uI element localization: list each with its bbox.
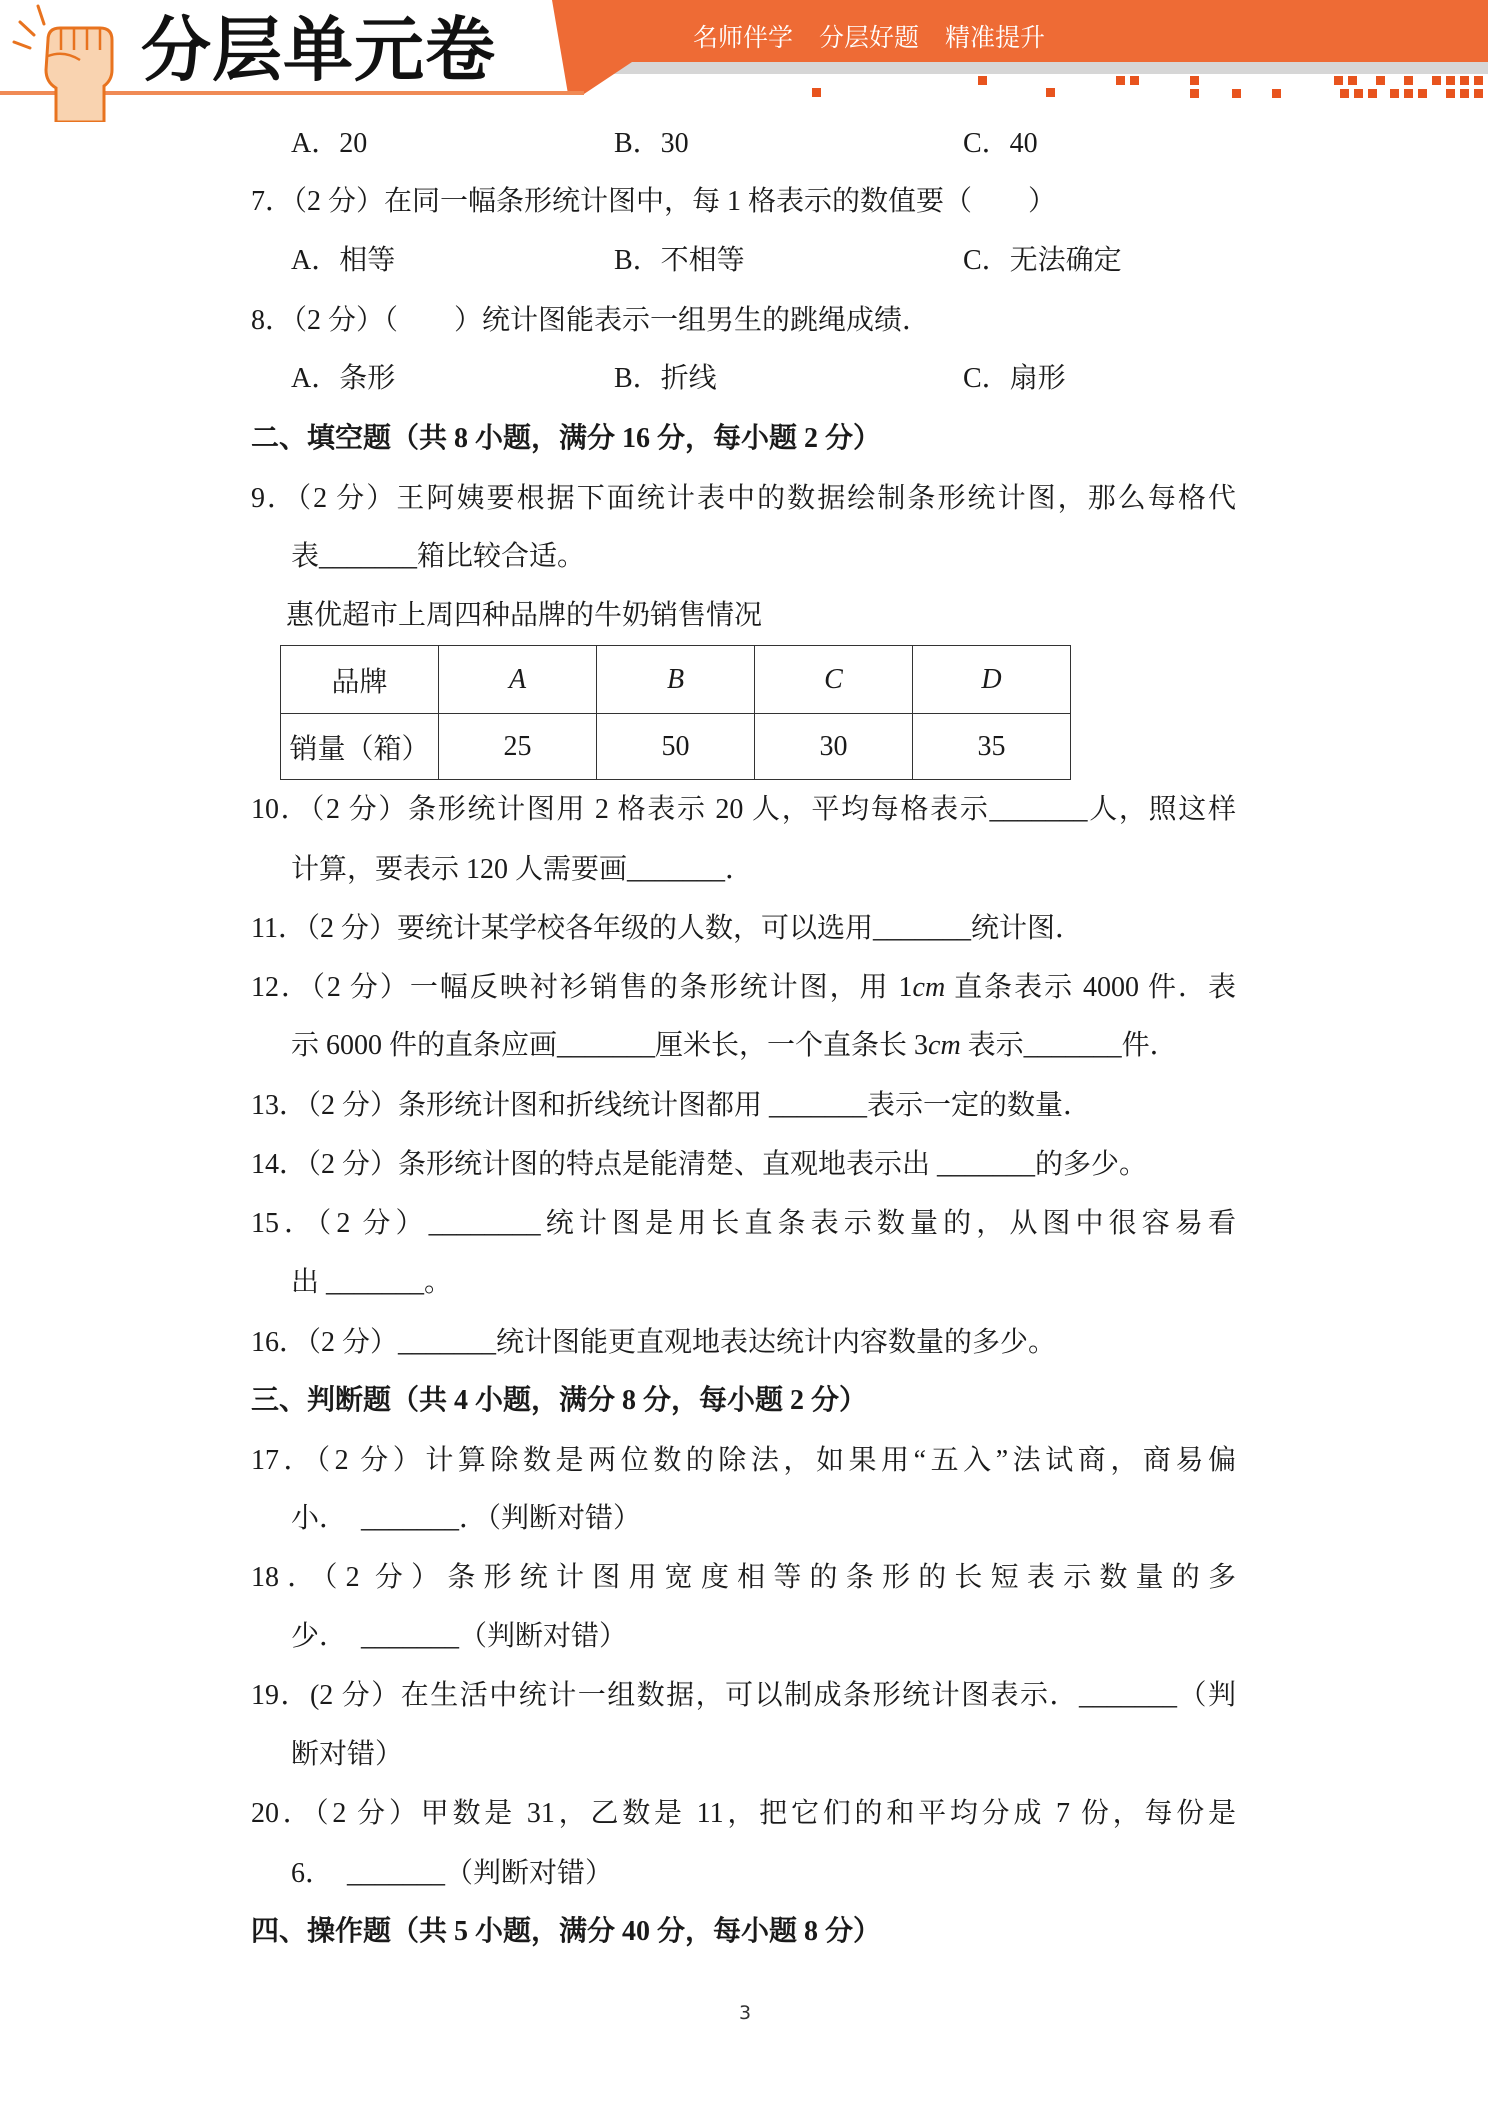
option-a: A．20 xyxy=(291,128,368,159)
page-number: 3 xyxy=(738,2002,752,2024)
q8-option-a: A．条形 xyxy=(291,363,396,394)
q16: 16．（2 分）_______统计图能更直观地表达统计内容数量的多少。 xyxy=(251,1327,1057,1358)
q12-line-1 xyxy=(251,968,1236,1008)
table-cell: 50 xyxy=(597,714,755,780)
q20-line-2: 6． _______（判断对错） xyxy=(291,1858,614,1889)
table-row xyxy=(281,714,1071,780)
q17-line-2: 小． _______．（判断对错） xyxy=(291,1503,642,1534)
q8-option-b: B．折线 xyxy=(614,363,717,394)
q10-line-1: 10．（2 分）条形统计图用 2 格表示 20 人，平均每格表示_______人，照这样 xyxy=(251,794,1236,825)
table-cell: A xyxy=(439,646,597,714)
q14: 14．（2 分）条形统计图的特点是能清楚、直观地表示出 _______的多少。 xyxy=(251,1149,1148,1180)
q8-option-c: C．扇形 xyxy=(963,363,1066,394)
q7-option-b: B．不相等 xyxy=(614,245,745,276)
q12-unit: cm xyxy=(928,1030,961,1061)
q19-line-2: 断对错） xyxy=(291,1739,404,1770)
table-cell: D xyxy=(913,646,1071,714)
q18-line-1: 18．（2 分）条形统计图用宽度相等的条形的长短表示数量的多 xyxy=(251,1562,1236,1593)
q7-stem: 7．（2 分）在同一幅条形统计图中，每 1 格表示的数值要（ ） xyxy=(251,186,1057,217)
table-cell: C xyxy=(755,646,913,714)
banner-shadow xyxy=(600,60,1488,74)
table-cell: 品牌 xyxy=(281,646,439,714)
q9-line-1: 9．（2 分）王阿姨要根据下面统计表中的数据绘制条形统计图，那么每格代 xyxy=(251,483,1236,514)
slogan-3: 精准提升 xyxy=(945,23,1046,52)
q8-stem: 8．（2 分）（ ）统计图能表示一组男生的跳绳成绩． xyxy=(251,305,931,336)
option-c: C．40 xyxy=(963,128,1038,159)
table-header-row xyxy=(281,646,1071,714)
q13: 13．（2 分）条形统计图和折线统计图都用 _______表示一定的数量． xyxy=(251,1090,1092,1121)
q18-line-2: 少． _______（判断对错） xyxy=(291,1621,628,1652)
section-3-heading: 三、判断题（共 4 小题，满分 8 分，每小题 2 分） xyxy=(251,1385,868,1416)
table-cell: B xyxy=(597,646,755,714)
table-cell: 销量（箱） xyxy=(281,714,439,780)
table-cell: 35 xyxy=(913,714,1071,780)
section-2-heading: 二、填空题（共 8 小题，满分 16 分，每小题 2 分） xyxy=(251,423,882,454)
q12-line-2 xyxy=(291,1026,1236,1066)
q19-line-1: 19．(2 分）在生活中统计一组数据，可以制成条形统计图表示．_______（判 xyxy=(251,1680,1236,1711)
q12-text: 直条表示 4000 件．表 xyxy=(945,972,1236,1003)
section-4-heading: 四、操作题（共 5 小题，满分 40 分，每小题 8 分） xyxy=(251,1916,882,1947)
q11: 11．（2 分）要统计某学校各年级的人数，可以选用_______统计图． xyxy=(251,913,1083,944)
q9-table-caption: 惠优超市上周四种品牌的牛奶销售情况 xyxy=(286,600,763,631)
table-cell: 30 xyxy=(755,714,913,780)
q17-line-1: 17．（2 分）计算除数是两位数的除法，如果用“五入”法试商，商易偏 xyxy=(251,1445,1236,1476)
q9-line-2: 表_______箱比较合适。 xyxy=(291,541,586,572)
fist-logo-icon xyxy=(8,0,123,122)
q12-text: 表示_______件． xyxy=(960,1030,1178,1061)
decorative-squares xyxy=(812,76,1483,98)
option-b: B．30 xyxy=(614,128,689,159)
header-title: 分层单元卷 xyxy=(141,9,496,91)
slogan-1: 名师伴学 xyxy=(693,23,794,52)
q7-option-c: C．无法确定 xyxy=(963,245,1122,276)
q12-text: 示 6000 件的直条应画_______厘米长，一个直条长 3 xyxy=(291,1030,929,1061)
q20-line-1: 20．（2 分）甲数是 31，乙数是 11，把它们的和平均分成 7 份，每份是 xyxy=(251,1798,1236,1829)
sales-table xyxy=(280,645,1071,780)
q12-unit: cm xyxy=(912,972,946,1003)
table-cell: 25 xyxy=(439,714,597,780)
q7-option-a: A．相等 xyxy=(291,245,396,276)
q12-text: 12．（2 分）一幅反映衬衫销售的条形统计图，用 1 xyxy=(251,972,913,1003)
q15-line-1: 15．（2 分）________统计图是用长直条表示数量的，从图中很容易看 xyxy=(251,1208,1236,1239)
slogan-2: 分层好题 xyxy=(819,23,920,52)
q15-line-2: 出 _______。 xyxy=(291,1267,453,1298)
q10-line-2: 计算，要表示 120 人需要画_______． xyxy=(291,854,754,885)
